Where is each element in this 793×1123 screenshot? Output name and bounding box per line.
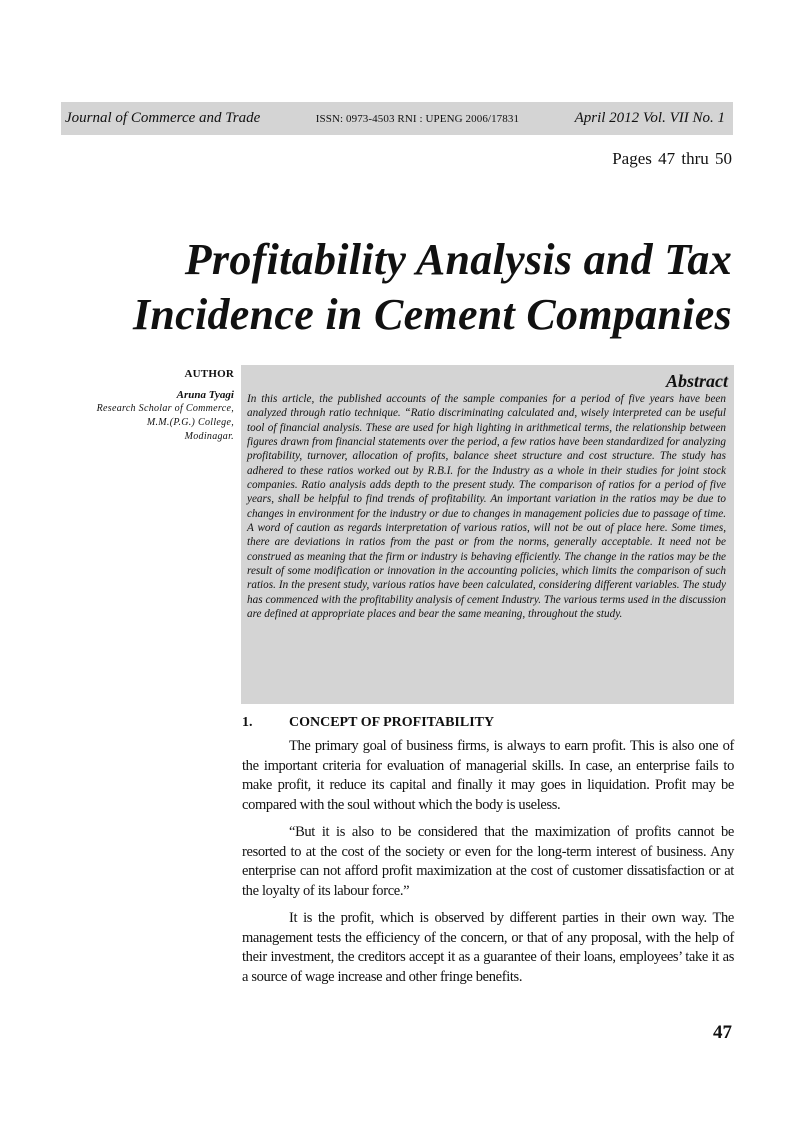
section-title: CONCEPT OF PROFITABILITY [289, 715, 495, 730]
abstract-text: In this article, the published accounts of the sample companies for a period of five years have been analyzed through ratio technique. “Ratio discriminating calculated and, wisely interpreted can be useful tool of financial analysis. These are used for high lighting in arithmetical terms, the relationship between figures drawn from financial statements over the period, a few ratios have been standardized for analyzing profitability, turnover, allocation of profits, balance sheet structure and cost structure. The study has adhered to these ratios worked out by R.B.I. for the Industry as a whole in their studies for joint stock companies. Ratio analysis adds depth to the present study. The comparison of ratios for a period of five years, shall be helpful to find trends of profitability. An important variation in the ratios may be due to changes in environment for the industry or due to changes in management policies due to passage of time. A word of caution as regards interpretation of various ratios, will not be out of place here. Some times, there are deviations in ratios from the past or from the norms, generally acceptable. It need not be construed as meaning that the firm or industry is behaving efficiently. The change in the ratios may be the result of some modification or innovation in the accounting policies, which limits the comparison of such ratios. In the present study, various ratios have been calculated, considering different variables. The study has commenced with the profitability analysis of cement Industry. The various terms used in the discussion are defined at appropriate places and bear the same meaning, throughout the study. [247, 393, 726, 621]
body-column [242, 715, 734, 995]
author-block [60, 368, 234, 443]
journal-name: Journal of Commerce and Trade [65, 110, 261, 126]
author-heading: AUTHOR [184, 368, 234, 380]
article-title-line-2: Incidence in Cement Companies [132, 290, 732, 339]
article-title-line-1: Profitability Analysis and Tax [184, 235, 732, 284]
author-affiliation-line: Research Scholar of Commerce, [96, 403, 234, 414]
abstract-box [241, 365, 734, 704]
journal-issn: ISSN: 0973-4503 RNI : UPENG 2006/17831 [315, 112, 520, 125]
article-title [112, 232, 732, 342]
page-number: 47 [713, 1022, 732, 1043]
author-affiliation-line: Modinagar. [184, 431, 234, 442]
body-paragraph: It is the profit, which is observed by different parties in their own way. The management tests the efficiency of the concern, or that of any proposal, with the help of their investment, the creditors accept it as a guarantee of their loans, employees’ take it as a source of wage increase and other fringe benefits. [242, 910, 734, 985]
section-heading [242, 715, 734, 731]
author-affiliation-line: M.M.(P.G.) College, [146, 417, 234, 428]
journal-issue: April 2012 Vol. VII No. 1 [574, 110, 725, 126]
section-number: 1. [242, 715, 253, 730]
body-paragraph: “But it is also to be considered that the maximization of profits cannot be resorted to at the cost of the society or even for the long-term interest of business. Any enterprise can not afford profit maximization at the cost of customer dissatisfaction or at the loyalty of its labour force.” [242, 824, 734, 899]
page-range: Pages 47 thru 50 [612, 149, 732, 168]
journal-header-bar [61, 102, 733, 135]
author-name: Aruna Tyagi [176, 389, 234, 401]
body-paragraph: The primary goal of business firms, is always to earn profit. This is also one of the important criteria for evaluation of managerial skills. In case, an enterprise fails to make profit, it reduce its capital and finally it may goes in liquidation. Profit may be compared with the soul without which the body is useless. [242, 738, 734, 813]
abstract-heading: Abstract [665, 371, 728, 391]
